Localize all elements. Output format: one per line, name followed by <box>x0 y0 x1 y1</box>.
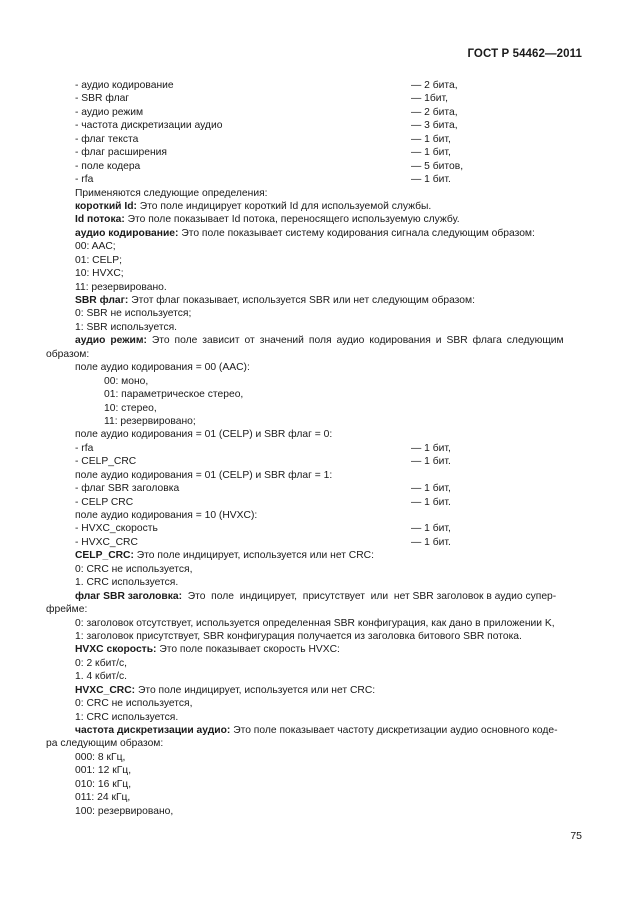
list-item: 1. 4 кбит/с. <box>75 671 128 683</box>
list-item: - поле кодера — 5 битов, <box>75 160 464 172</box>
list-item: - CELP_CRC — 1 бит. <box>75 456 451 468</box>
list-item: 1: CRC используется. <box>75 711 179 723</box>
list-item: 10: HVXC; <box>75 268 124 280</box>
list-item: - HVXC_скорость — 1 бит, <box>75 523 451 535</box>
list-item: - аудио режим — 2 бита, <box>75 106 458 118</box>
definition-hvxc-crc: HVXC_CRC: Это поле индицирует, используется или нет CRC: <box>75 684 376 696</box>
document-header: ГОСТ Р 54462—2011 <box>467 48 582 60</box>
definition-sbr-header-flag: флаг SBR заголовка: Это поле индицирует, присутствует или нет SBR заголовок в аудио супер- фрейме: <box>46 590 557 616</box>
hvxc-header: поле аудио кодирования = 10 (HVXC): <box>75 510 258 521</box>
definition-audio-coding: аудио кодирование: Это поле показывает систему кодирования сигнала следующим образом: <box>75 227 535 239</box>
list-item: - rfa — 1 бит, <box>75 442 451 454</box>
aac-mode-header: поле аудио кодирования = 00 (AAC): <box>75 362 250 374</box>
list-item: 00: AAC; <box>75 241 116 253</box>
list-item: 010: 16 кГц, <box>75 778 132 790</box>
list-item: - CELP CRC — 1 бит. <box>75 496 451 508</box>
list-item: 0: 2 кбит/с, <box>75 657 128 669</box>
definition-short-id: короткий Id: Это поле индицирует короткий Id для используемой службы. <box>75 200 432 212</box>
list-item: - флаг расширения — 1 бит, <box>75 147 451 159</box>
document-body <box>46 79 584 818</box>
list-item: - флаг текста — 1 бит, <box>75 133 451 145</box>
list-item: - аудио кодирование — 2 бита, <box>75 80 458 91</box>
definition-hvxc-rate: HVXC скорость: Это поле показывает скорость HVXC: <box>75 644 340 656</box>
list-item: 01: параметрическое стерео, <box>104 389 244 401</box>
list-item: 00: моно, <box>104 375 149 387</box>
list-item: 100: резервировано, <box>75 805 174 817</box>
list-item: 01: CELP; <box>75 254 122 266</box>
list-item: 011: 24 кГц, <box>75 792 131 804</box>
definitions-intro: Применяются следующие определения: <box>75 187 268 199</box>
list-item: 1. CRC используется. <box>75 577 179 589</box>
list-item: 0: CRC не используется, <box>75 563 193 575</box>
list-item: 0: заголовок отсутствует, используется определенная SBR конфигурация, как дано в приложении K, <box>75 617 555 629</box>
definition-audio-mode: аудио режим: Это поле зависит от значений поля аудио кодирования и SBR флага следующим образом: <box>46 335 564 360</box>
celp-sbr1-header: поле аудио кодирования = 01 (CELP) и SBR флаг = 1: <box>75 469 333 481</box>
page-number: 75 <box>570 830 582 842</box>
list-item: 11: резервировано. <box>75 281 167 293</box>
bit-allocation-list <box>46 79 584 187</box>
definition-celp-crc: CELP_CRC: Это поле индицирует, используется или нет CRC: <box>75 550 374 562</box>
celp-sbr0-header: поле аудио кодирования = 01 (CELP) и SBR флаг = 0: <box>75 429 333 441</box>
list-item: 11: резервировано; <box>104 415 196 427</box>
list-item: 0: CRC не используется, <box>75 698 193 710</box>
list-item: 0: SBR не используется; <box>75 308 192 320</box>
definition-sample-rate: частота дискретизации аудио: Это поле показывает частоту дискретизации аудио основного коде- ра следующим образом: <box>46 725 558 750</box>
list-item: 001: 12 кГц, <box>75 765 132 777</box>
list-item: - rfa — 1 бит. <box>75 174 451 186</box>
list-item: 1: SBR используется. <box>75 321 178 333</box>
list-item: 1: заголовок присутствует, SBR конфигурация получается из заголовка битового SBR потока. <box>75 630 522 642</box>
list-item: - частота дискретизации аудио — 3 бита, <box>75 120 458 132</box>
list-item: - флаг SBR заголовка — 1 бит, <box>75 483 451 495</box>
definition-stream-id: Id потока: Это поле показывает Id потока, переносящего используемую службу. <box>75 214 460 226</box>
list-item: - HVXC_CRC — 1 бит. <box>75 536 451 548</box>
list-item: - SBR флаг — 1бит, <box>75 93 448 105</box>
list-item: 10: стерео, <box>104 402 157 414</box>
list-item: 000: 8 кГц, <box>75 751 126 763</box>
definition-sbr-flag: SBR флаг: Этот флаг показывает, используется SBR или нет следующим образом: <box>75 295 475 306</box>
